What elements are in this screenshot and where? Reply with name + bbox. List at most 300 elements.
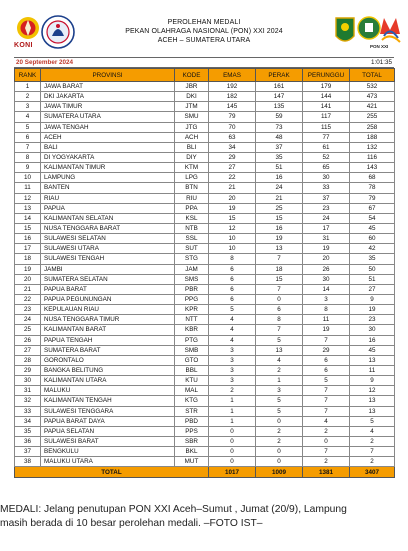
- cell-perunggu: 6: [303, 365, 350, 375]
- col-header-total: TOTAL: [350, 69, 395, 82]
- cell-perak: 7: [256, 254, 303, 264]
- cell-perunggu: 19: [303, 325, 350, 335]
- cell-total: 7: [350, 447, 395, 457]
- cell-provinsi: PAPUA: [41, 203, 175, 213]
- cell-emas: 12: [209, 223, 256, 233]
- cell-emas: 63: [209, 132, 256, 142]
- table-row: [15, 244, 395, 254]
- cell-total: 45: [350, 223, 395, 233]
- cell-emas: 4: [209, 335, 256, 345]
- table-row: [15, 416, 395, 426]
- total-total: 3407: [350, 467, 395, 478]
- cell-perak: 2: [256, 365, 303, 375]
- photo-caption: [0, 503, 408, 531]
- cell-rank: 12: [15, 193, 41, 203]
- cell-kode: DKI: [175, 92, 209, 102]
- cell-rank: 23: [15, 305, 41, 315]
- cell-perak: 0: [256, 416, 303, 426]
- table-row: [15, 234, 395, 244]
- koni-label: KONI: [14, 42, 33, 49]
- cell-rank: 27: [15, 345, 41, 355]
- cell-perunggu: 7: [303, 396, 350, 406]
- cell-total: 60: [350, 234, 395, 244]
- cell-total: 258: [350, 122, 395, 132]
- cell-perunggu: 61: [303, 142, 350, 152]
- cell-provinsi: SULAWESI SELATAN: [41, 234, 175, 244]
- cell-perunggu: 117: [303, 112, 350, 122]
- cell-rank: 19: [15, 264, 41, 274]
- cell-kode: JAM: [175, 264, 209, 274]
- col-header-provinsi: PROVINSI: [41, 69, 175, 82]
- cell-provinsi: JAMBI: [41, 264, 175, 274]
- cell-kode: NTT: [175, 315, 209, 325]
- cell-emas: 22: [209, 173, 256, 183]
- cell-emas: 20: [209, 193, 256, 203]
- cell-provinsi: PAPUA BARAT: [41, 284, 175, 294]
- cell-kode: BBL: [175, 365, 209, 375]
- cell-rank: 21: [15, 284, 41, 294]
- cell-provinsi: PAPUA SELATAN: [41, 426, 175, 436]
- table-row: [15, 345, 395, 355]
- cell-rank: 4: [15, 112, 41, 122]
- cell-perunggu: 23: [303, 203, 350, 213]
- cell-kode: BKL: [175, 447, 209, 457]
- cell-perak: 37: [256, 142, 303, 152]
- cell-kode: LPG: [175, 173, 209, 183]
- cell-perak: 19: [256, 234, 303, 244]
- cell-rank: 26: [15, 335, 41, 345]
- col-header-kode: KODE: [175, 69, 209, 82]
- table-row: [15, 396, 395, 406]
- cell-total: 2: [350, 436, 395, 446]
- cell-emas: 145: [209, 102, 256, 112]
- cell-perunggu: 6: [303, 355, 350, 365]
- cell-perunggu: 7: [303, 406, 350, 416]
- cell-perak: 51: [256, 163, 303, 173]
- cell-perak: 3: [256, 386, 303, 396]
- cell-provinsi: KALIMANTAN TENGAH: [41, 396, 175, 406]
- header-title: PEROLEHAN MEDALI: [167, 19, 241, 26]
- cell-perak: 21: [256, 193, 303, 203]
- cell-kode: RIU: [175, 193, 209, 203]
- cell-kode: MUT: [175, 457, 209, 467]
- cell-perunggu: 5: [303, 376, 350, 386]
- cell-perak: 0: [256, 294, 303, 304]
- cell-rank: 1: [15, 82, 41, 92]
- cell-perunggu: 8: [303, 305, 350, 315]
- cell-emas: 4: [209, 315, 256, 325]
- cell-rank: 20: [15, 274, 41, 284]
- cell-emas: 70: [209, 122, 256, 132]
- cell-kode: JTM: [175, 102, 209, 112]
- cell-emas: 0: [209, 457, 256, 467]
- cell-kode: NTB: [175, 223, 209, 233]
- cell-total: 4: [350, 426, 395, 436]
- cell-total: 473: [350, 92, 395, 102]
- cell-total: 421: [350, 102, 395, 112]
- col-header-perak: PERAK: [256, 69, 303, 82]
- cell-provinsi: KALIMANTAN UTARA: [41, 376, 175, 386]
- cell-rank: 10: [15, 173, 41, 183]
- caption-line-2: masih berada di 10 besar perolehan medali. –FOTO IST–: [0, 518, 263, 529]
- cell-provinsi: KALIMANTAN SELATAN: [41, 213, 175, 223]
- cell-emas: 0: [209, 447, 256, 457]
- cell-provinsi: SULAWESI UTARA: [41, 244, 175, 254]
- cell-perak: 5: [256, 406, 303, 416]
- cell-total: 11: [350, 365, 395, 375]
- total-label: TOTAL: [15, 467, 209, 478]
- cell-total: 188: [350, 132, 395, 142]
- cell-rank: 11: [15, 183, 41, 193]
- right-logos: [334, 14, 402, 54]
- cell-perak: 135: [256, 102, 303, 112]
- cell-provinsi: DI YOGYAKARTA: [41, 152, 175, 162]
- cell-provinsi: PAPUA PEGUNUNGAN: [41, 294, 175, 304]
- cell-perunggu: 179: [303, 82, 350, 92]
- cell-total: 116: [350, 152, 395, 162]
- cell-emas: 79: [209, 112, 256, 122]
- cell-rank: 22: [15, 294, 41, 304]
- cell-perak: 5: [256, 396, 303, 406]
- cell-perak: 35: [256, 152, 303, 162]
- cell-rank: 7: [15, 142, 41, 152]
- cell-kode: PPA: [175, 203, 209, 213]
- table-row: [15, 436, 395, 446]
- cell-rank: 38: [15, 457, 41, 467]
- cell-total: 13: [350, 396, 395, 406]
- table-row: [15, 305, 395, 315]
- table-row: [15, 152, 395, 162]
- cell-perunggu: 52: [303, 152, 350, 162]
- cell-perunggu: 11: [303, 315, 350, 325]
- cell-emas: 5: [209, 305, 256, 315]
- cell-provinsi: RIAU: [41, 193, 175, 203]
- cell-total: 255: [350, 112, 395, 122]
- cell-perunggu: 115: [303, 122, 350, 132]
- cell-perunggu: 30: [303, 274, 350, 284]
- cell-total: 35: [350, 254, 395, 264]
- table-row: [15, 325, 395, 335]
- table-row: [15, 102, 395, 112]
- cell-kode: GTO: [175, 355, 209, 365]
- cell-rank: 9: [15, 163, 41, 173]
- cell-emas: 21: [209, 183, 256, 193]
- cell-total: 50: [350, 264, 395, 274]
- cell-provinsi: PAPUA BARAT DAYA: [41, 416, 175, 426]
- cell-kode: KTU: [175, 376, 209, 386]
- cell-rank: 30: [15, 376, 41, 386]
- cell-perak: 4: [256, 355, 303, 365]
- cell-total: 78: [350, 183, 395, 193]
- cell-kode: KSL: [175, 213, 209, 223]
- cell-kode: KTG: [175, 396, 209, 406]
- cell-perak: 0: [256, 457, 303, 467]
- table-row: [15, 315, 395, 325]
- table-row: [15, 223, 395, 233]
- cell-total: 42: [350, 244, 395, 254]
- cell-perak: 161: [256, 82, 303, 92]
- cell-perak: 6: [256, 305, 303, 315]
- cell-provinsi: MALUKU UTARA: [41, 457, 175, 467]
- cell-emas: 15: [209, 213, 256, 223]
- cell-perunggu: 29: [303, 345, 350, 355]
- cell-kode: STR: [175, 406, 209, 416]
- table-row: [15, 254, 395, 264]
- cell-rank: 36: [15, 436, 41, 446]
- cell-total: 143: [350, 163, 395, 173]
- cell-perak: 1: [256, 376, 303, 386]
- cell-perak: 7: [256, 284, 303, 294]
- cell-perak: 2: [256, 436, 303, 446]
- cell-total: 54: [350, 213, 395, 223]
- cell-total: 27: [350, 284, 395, 294]
- cell-perunggu: 26: [303, 264, 350, 274]
- table-row: [15, 447, 395, 457]
- cell-rank: 35: [15, 426, 41, 436]
- cell-kode: SUT: [175, 244, 209, 254]
- cell-perunggu: 19: [303, 244, 350, 254]
- cell-total: 67: [350, 203, 395, 213]
- cell-emas: 3: [209, 355, 256, 365]
- table-row: [15, 264, 395, 274]
- table-row: [15, 406, 395, 416]
- cell-kode: SBR: [175, 436, 209, 446]
- cell-perunggu: 7: [303, 386, 350, 396]
- cell-total: 13: [350, 355, 395, 365]
- cell-rank: 14: [15, 213, 41, 223]
- cell-kode: SMU: [175, 112, 209, 122]
- table-row: [15, 183, 395, 193]
- cell-perunggu: 24: [303, 213, 350, 223]
- cell-perunggu: 7: [303, 335, 350, 345]
- cell-perak: 8: [256, 315, 303, 325]
- cell-perak: 48: [256, 132, 303, 142]
- cell-rank: 29: [15, 365, 41, 375]
- table-row: [15, 122, 395, 132]
- cell-kode: KPR: [175, 305, 209, 315]
- table-row: [15, 173, 395, 183]
- cell-perak: 15: [256, 274, 303, 284]
- table-row: [15, 82, 395, 92]
- cell-emas: 6: [209, 294, 256, 304]
- date-bar: [14, 57, 394, 68]
- cell-provinsi: KEPULAUAN RIAU: [41, 305, 175, 315]
- cell-rank: 34: [15, 416, 41, 426]
- cell-kode: MAL: [175, 386, 209, 396]
- cell-kode: PBR: [175, 284, 209, 294]
- cell-perunggu: 20: [303, 254, 350, 264]
- cell-provinsi: KALIMANTAN BARAT: [41, 325, 175, 335]
- cell-rank: 28: [15, 355, 41, 365]
- table-row: [15, 112, 395, 122]
- cell-kode: STG: [175, 254, 209, 264]
- cell-kode: KBR: [175, 325, 209, 335]
- report-time: 1:01:35: [370, 59, 392, 66]
- cell-rank: 25: [15, 325, 41, 335]
- header-location: ACEH – SUMATERA UTARA: [157, 37, 251, 44]
- cell-perunggu: 31: [303, 234, 350, 244]
- table-row: [15, 92, 395, 102]
- cell-provinsi: BANGKA BELITUNG: [41, 365, 175, 375]
- cell-perak: 24: [256, 183, 303, 193]
- cell-kode: KTM: [175, 163, 209, 173]
- cell-emas: 6: [209, 284, 256, 294]
- cell-perak: 25: [256, 203, 303, 213]
- cell-provinsi: MALUKU: [41, 386, 175, 396]
- cell-provinsi: SUMATERA SELATAN: [41, 274, 175, 284]
- table-row: [15, 355, 395, 365]
- cell-emas: 4: [209, 325, 256, 335]
- table-row: [15, 284, 395, 294]
- cell-perunggu: 3: [303, 294, 350, 304]
- table-row: [15, 193, 395, 203]
- cell-emas: 3: [209, 365, 256, 375]
- cell-total: 51: [350, 274, 395, 284]
- cell-perunggu: 2: [303, 426, 350, 436]
- regional-logos-icon: [334, 14, 402, 54]
- col-header-rank: RANK: [15, 69, 41, 82]
- header-subtitle: PEKAN OLAHRAGA NASIONAL (PON) XXI 2024: [125, 28, 283, 35]
- cell-provinsi: JAWA TENGAH: [41, 122, 175, 132]
- caption-line-1: MEDALI: Jelang penutupan PON XXI Aceh–Sumut , Jumat (20/9), Lampung: [0, 504, 347, 515]
- cell-rank: 32: [15, 396, 41, 406]
- cell-rank: 18: [15, 254, 41, 264]
- cell-provinsi: JAWA BARAT: [41, 82, 175, 92]
- cell-emas: 1: [209, 406, 256, 416]
- cell-emas: 34: [209, 142, 256, 152]
- table-row: [15, 274, 395, 284]
- cell-perunggu: 33: [303, 183, 350, 193]
- cell-perak: 13: [256, 345, 303, 355]
- table-header-row: [15, 69, 395, 82]
- cell-total: 2: [350, 457, 395, 467]
- cell-perunggu: 4: [303, 416, 350, 426]
- table-row: [15, 163, 395, 173]
- cell-emas: 27: [209, 163, 256, 173]
- cell-rank: 15: [15, 223, 41, 233]
- table-row: [15, 426, 395, 436]
- cell-provinsi: ACEH: [41, 132, 175, 142]
- cell-total: 532: [350, 82, 395, 92]
- cell-emas: 0: [209, 426, 256, 436]
- cell-kode: PTG: [175, 335, 209, 345]
- cell-rank: 5: [15, 122, 41, 132]
- cell-total: 13: [350, 406, 395, 416]
- cell-perak: 147: [256, 92, 303, 102]
- cell-emas: 182: [209, 92, 256, 102]
- table-row: [15, 376, 395, 386]
- cell-provinsi: BALI: [41, 142, 175, 152]
- cell-rank: 13: [15, 203, 41, 213]
- cell-perak: 73: [256, 122, 303, 132]
- cell-emas: 0: [209, 436, 256, 446]
- total-row: [15, 467, 395, 478]
- table-row: [15, 213, 395, 223]
- medal-table-body: [15, 82, 395, 467]
- cell-provinsi: SULAWESI TENGAH: [41, 254, 175, 264]
- cell-emas: 19: [209, 203, 256, 213]
- cell-total: 45: [350, 345, 395, 355]
- cell-total: 9: [350, 294, 395, 304]
- cell-emas: 1: [209, 396, 256, 406]
- cell-perunggu: 144: [303, 92, 350, 102]
- cell-perak: 16: [256, 223, 303, 233]
- table-row: [15, 132, 395, 142]
- cell-emas: 29: [209, 152, 256, 162]
- cell-provinsi: SULAWESI BARAT: [41, 436, 175, 446]
- cell-emas: 3: [209, 376, 256, 386]
- cell-rank: 3: [15, 102, 41, 112]
- cell-perak: 7: [256, 325, 303, 335]
- table-row: [15, 142, 395, 152]
- cell-provinsi: BENGKULU: [41, 447, 175, 457]
- cell-total: 19: [350, 305, 395, 315]
- total-perak: 1009: [256, 467, 303, 478]
- cell-emas: 1: [209, 416, 256, 426]
- cell-perunggu: 7: [303, 447, 350, 457]
- cell-rank: 6: [15, 132, 41, 142]
- cell-provinsi: KALIMANTAN TIMUR: [41, 163, 175, 173]
- cell-perak: 2: [256, 426, 303, 436]
- report-date: 20 September 2024: [16, 59, 74, 66]
- total-perunggu: 1381: [303, 467, 350, 478]
- table-row: [15, 335, 395, 345]
- cell-provinsi: LAMPUNG: [41, 173, 175, 183]
- cell-perunggu: 37: [303, 193, 350, 203]
- cell-kode: JTG: [175, 122, 209, 132]
- cell-perunggu: 65: [303, 163, 350, 173]
- cell-perunggu: 14: [303, 284, 350, 294]
- cell-rank: 37: [15, 447, 41, 457]
- cell-total: 79: [350, 193, 395, 203]
- total-emas: 1017: [209, 467, 256, 478]
- cell-kode: SSL: [175, 234, 209, 244]
- col-header-emas: EMAS: [209, 69, 256, 82]
- table-row: [15, 365, 395, 375]
- table-row: [15, 203, 395, 213]
- cell-kode: PPS: [175, 426, 209, 436]
- cell-provinsi: SULAWESI TENGGARA: [41, 406, 175, 416]
- table-row: [15, 294, 395, 304]
- cell-perunggu: 77: [303, 132, 350, 142]
- cell-kode: PBD: [175, 416, 209, 426]
- cell-emas: 10: [209, 244, 256, 254]
- cell-emas: 6: [209, 264, 256, 274]
- cell-kode: DIY: [175, 152, 209, 162]
- cell-rank: 16: [15, 234, 41, 244]
- cell-rank: 33: [15, 406, 41, 416]
- cell-rank: 17: [15, 244, 41, 254]
- cell-rank: 8: [15, 152, 41, 162]
- cell-emas: 3: [209, 345, 256, 355]
- cell-rank: 2: [15, 92, 41, 102]
- cell-emas: 10: [209, 234, 256, 244]
- cell-kode: JBR: [175, 82, 209, 92]
- cell-kode: SMB: [175, 345, 209, 355]
- cell-total: 23: [350, 315, 395, 325]
- cell-provinsi: PAPUA TENGAH: [41, 335, 175, 345]
- cell-kode: BLI: [175, 142, 209, 152]
- cell-provinsi: SUMATERA BARAT: [41, 345, 175, 355]
- table-row: [15, 457, 395, 467]
- cell-provinsi: BANTEN: [41, 183, 175, 193]
- pon-label: PON XXI: [370, 44, 389, 49]
- cell-rank: 24: [15, 315, 41, 325]
- cell-kode: ACH: [175, 132, 209, 142]
- cell-total: 5: [350, 416, 395, 426]
- cell-perak: 15: [256, 213, 303, 223]
- cell-perak: 18: [256, 264, 303, 274]
